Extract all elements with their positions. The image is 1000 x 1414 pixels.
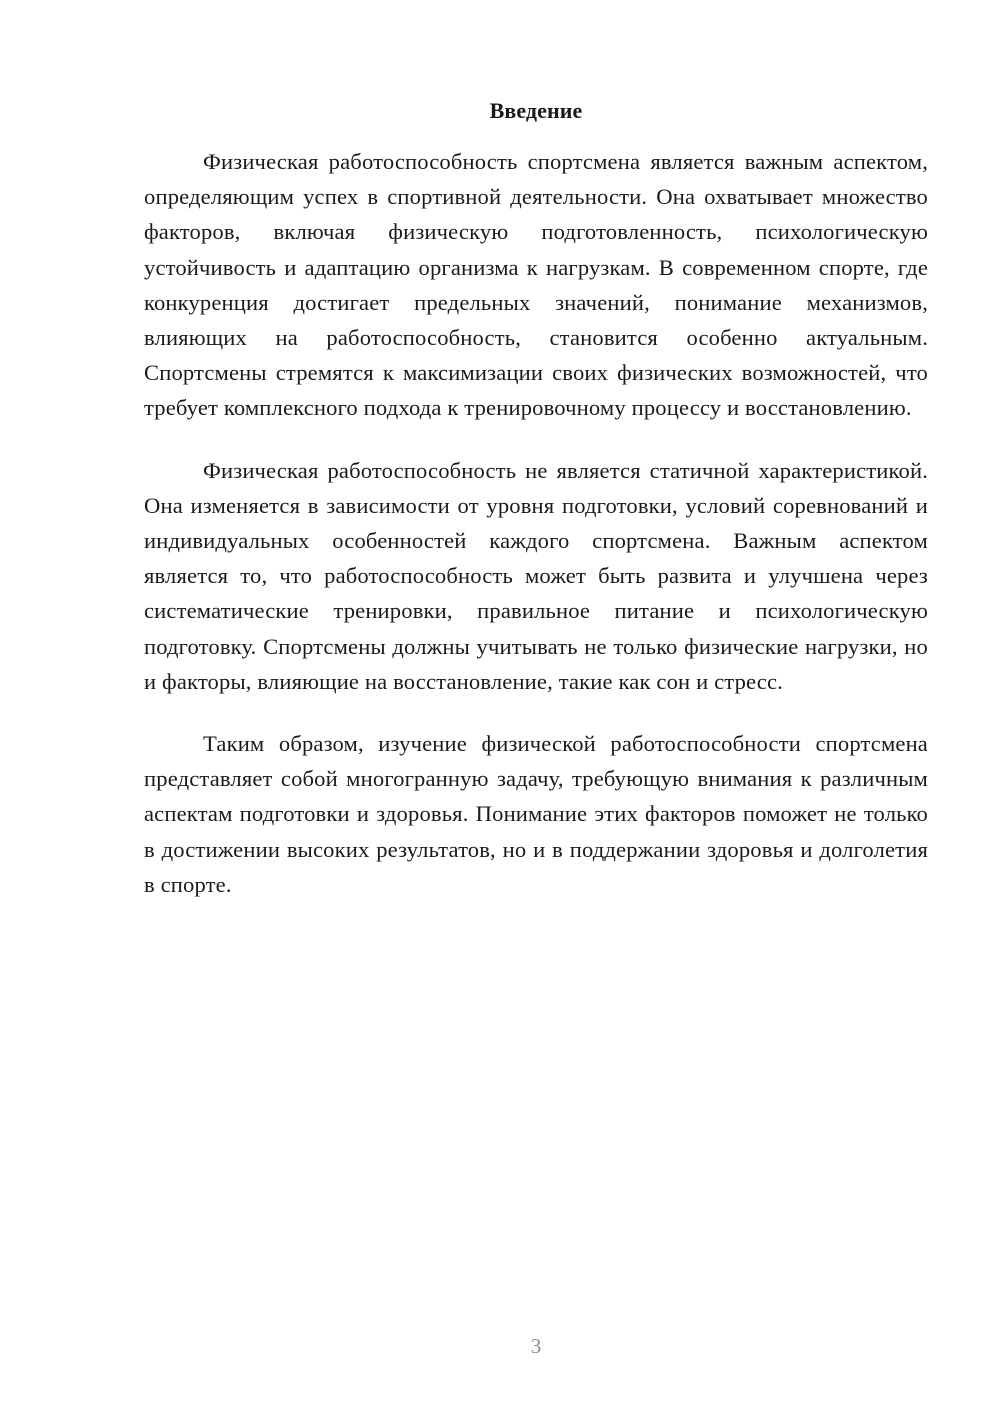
section-title: Введение: [489, 98, 583, 123]
paragraph-1: Физическая работоспособность спортсмена является важным аспектом, определяющим успех в спортивной деятельности. Она охватывает множество факторов, включая физическую подготовленность, психологическую устойчивость и адаптацию организма к нагрузкам. В современном спорте, где конкуренция достигает предельных значений, понимание механизмов, влияющих на работоспособность, становится особенно актуальным. Спортсмены стремятся к максимизации своих физических возможностей, что требует комплексного подхода к тренировочному процессу и восстановлению.: [144, 149, 928, 421]
paragraph-2: Физическая работоспособность не является статичной характеристикой. Она изменяется в зависимости от уровня подготовки, условий соревнований и индивидуальных особенностей каждого спортсмена. Важным аспектом является то, что работоспособность может быть развита и улучшена через систематические тренировки, правильное питание и психологическую подготовку. Спортсмены должны учитывать не только физические нагрузки, но и факторы, влияющие на восстановление, такие как сон и стресс.: [144, 457, 928, 694]
paragraph-3: Таким образом, изучение физической работоспособности спортсмена представляет собой многогранную задачу, требующую внимания к различным аспектам подготовки и здоровья. Понимание этих факторов поможет не только в достижении высоких результатов, но и в поддержании здоровья и долголетия в спорте.: [144, 731, 928, 897]
page-content: [144, 96, 928, 902]
page-number: 3: [530, 1334, 542, 1358]
